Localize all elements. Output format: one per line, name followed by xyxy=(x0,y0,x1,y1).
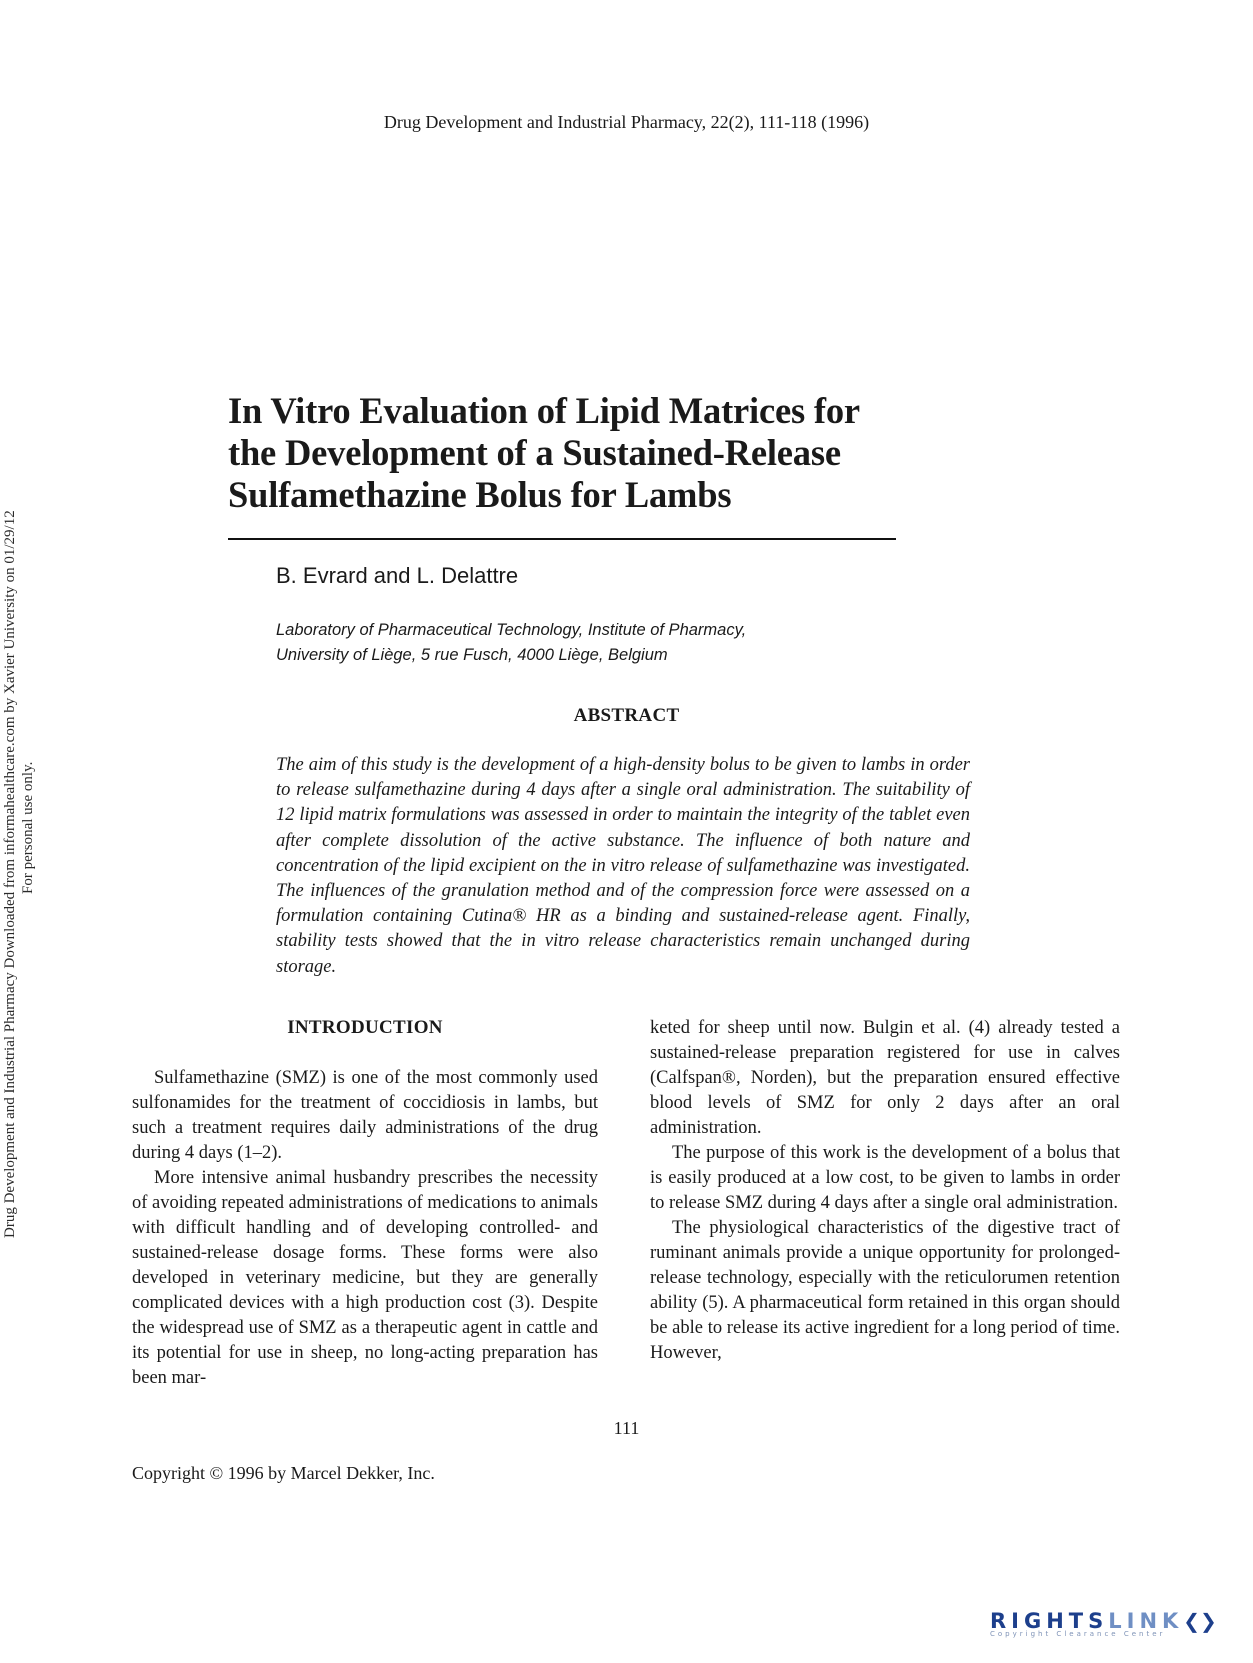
paragraph: The purpose of this work is the development of a bolus that is easily produced at a low cost, to be given to lambs in order to release SMZ during 4 days after a single oral administration. xyxy=(650,1143,1120,1213)
copyright-notice: Copyright © 1996 by Marcel Dekker, Inc. xyxy=(132,1463,435,1483)
chevron-icon: ❮❯ xyxy=(1183,1609,1217,1633)
rightslink-link-text: LINK xyxy=(1108,1609,1184,1633)
abstract-text: The aim of this study is the development of a high-density bolus to be given to lambs in order to release sulfamethazine during 4 days after a single oral administration. The suitability of 12 lipid matrix formulations was assessed in order to maintain the integrity of the tablet even after complete dissolution of the active substance. The influence of both nature and concentration of the lipid excipient on the in vitro release of sulfamethazine was investigated. The influences of the granulation method and of the compression force were assessed on a formulation containing Cutina® HR as a binding and sustained-release agent. Finally, stability tests showed that the in vitro release characteristics remain unchanged during storage. xyxy=(276,755,970,977)
introduction-heading: INTRODUCTION xyxy=(287,1017,443,1038)
title-line: Sulfamethazine Bolus for Lambs xyxy=(228,474,732,515)
paragraph: The physiological characteristics of the digestive tract of ruminant animals provide a unique opportunity for prolonged-release technology, especially with the reticulorumen retention ability (5). A pharmaceutical form retained in this organ should be able to release its active ingredient for a long period of time. However, xyxy=(650,1218,1120,1363)
title-line: In Vitro Evaluation of Lipid Matrices for xyxy=(228,390,860,431)
page-number: 111 xyxy=(613,1418,640,1438)
paragraph: Sulfamethazine (SMZ) is one of the most commonly used sulfonamides for the treatment of coccidiosis in lambs, but such a treatment requires daily administrations of the drug during 4 days (1–2). xyxy=(132,1068,598,1163)
affiliation xyxy=(276,618,916,668)
watermark-line-2: For personal use only. xyxy=(20,761,36,894)
title-divider xyxy=(228,538,896,540)
body-column-right xyxy=(650,1016,1120,1366)
body-column-left xyxy=(132,1066,598,1391)
affiliation-line: University of Liège, 5 rue Fusch, 4000 Liège, Belgium xyxy=(276,646,668,664)
rightslink-logo[interactable] xyxy=(990,1609,1240,1643)
article-title xyxy=(228,390,928,516)
rightslink-rights-text: RIGHTS xyxy=(990,1609,1109,1633)
watermark-line-1: Drug Development and Industrial Pharmacy Downloaded from informahealthcare.com by Xavier University on 01/29/12 xyxy=(2,510,18,1238)
download-watermark xyxy=(0,0,36,1663)
paragraph: More intensive animal husbandry prescribes the necessity of avoiding repeated administrations of medications to animals with difficult handling and of developing controlled- and sustained-release dosage forms. These forms were also developed in veterinary medicine, but they are generally complicated devices with a high production cost (3). Despite the widespread use of SMZ as a therapeutic agent in cattle and its potential for use in sheep, no long-acting preparation has been mar- xyxy=(132,1168,598,1388)
abstract-heading: ABSTRACT xyxy=(573,705,680,726)
affiliation-line: Laboratory of Pharmaceutical Technology, Institute of Pharmacy, xyxy=(276,621,747,639)
title-line: the Development of a Sustained-Release xyxy=(228,432,841,473)
paragraph: keted for sheep until now. Bulgin et al. (4) already tested a sustained-release preparation registered for use in calves (Calfspan®, Norden), but the preparation ensured effective blood levels of SMZ for only 2 days after an oral administration. xyxy=(650,1018,1120,1138)
authors: B. Evrard and L. Delattre xyxy=(276,563,519,588)
rightslink-subtitle: Copyright Clearance Center xyxy=(990,1630,1166,1638)
journal-header: Drug Development and Industrial Pharmacy, 22(2), 111-118 (1996) xyxy=(383,112,870,132)
